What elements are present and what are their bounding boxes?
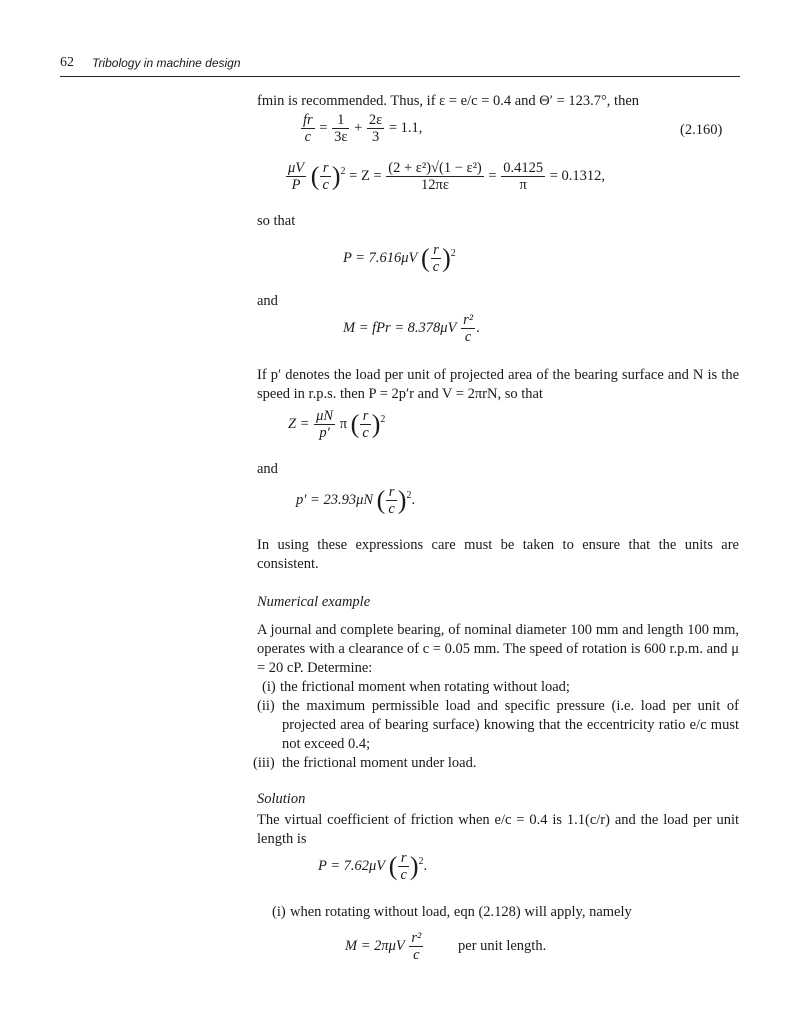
eq1-lhs-fraction: $\frac{fr}{c}$ [303,112,313,145]
page-header [60,55,740,75]
list-item-3: (iii) the frictional moment under load. [253,755,477,771]
and-text-1: and [257,293,278,309]
equation-moment: M = fPr = 8.378μV $\frac{\text{r²}}{c}$ . [343,312,480,345]
eq2-main-fraction: $\frac{\text{(2 + ε²)√(1 − ε²)}}{12\pi\varepsilon}$ [388,160,482,193]
and-text-2: and [257,461,278,477]
eq1-term1-fraction: $\frac{1}{3\varepsilon}$ [334,112,348,145]
equation-z-pressure: Z = $\frac{\mu N}{p'}$ π ( $\frac{r}{c}$ )$^2$ [288,408,386,441]
header-rule [60,76,740,77]
eq6-r-over-c: $\frac{r}{c}$ [388,484,395,517]
eq1-result: = 1.1, [388,119,423,136]
paragraph-example: A journal and complete bearing, of nominal diameter 100 mm and length 100 mm, operates with a clearance of c = 0.05 mm. The speed of rotation is 600 r.p.m. and μ = 20 cP. Determine: [257,622,739,676]
equation-z: $\frac{\mu V}{P}$ ( $\frac{r}{c}$ )$^2$ = Z = $\frac{\text{(2 + ε²)√(1 − ε²)}}{12\pi\varepsilon}$ = $\frac{0.4125}{\pi}$ = 0.1312, [288,160,606,193]
paragraph-p-prime: If p′ denotes the load per unit of projected area of the bearing surface and N is the speed in r.p.s. then P = 2p′r and V = 2πrN, so that [257,367,739,402]
eq7-r-over-c: $\frac{r}{c}$ [400,850,407,883]
eq2-mid: = Z = [349,167,382,184]
per-unit-length: per unit length. [458,937,547,954]
eq8-fraction: $\frac{\text{r²}}{c}$ [411,930,422,963]
heading-numerical-example: Numerical example [257,594,371,610]
equation-moment-no-load: M = 2πμV $\frac{\text{r²}}{c}$ per unit length. [345,930,547,963]
eq2-value-fraction: $\frac{0.4125}{\pi}$ [503,160,544,193]
solution-item-1: (i) when rotating without load, eqn (2.128) will apply, namely [272,904,632,920]
equation-load-per-unit: P = 7.62μV ( $\frac{r}{c}$ )$^2$. [318,850,428,883]
eq1-term2-fraction: $\frac{2\varepsilon}{3}$ [368,112,383,145]
paragraph-solution: The virtual coefficient of friction when e/c = 0.4 is 1.1(c/r) and the load per unit length is [257,812,739,847]
page-number: 62 [60,55,74,70]
equation-number: (2.160) [680,122,723,138]
equation-load: P = 7.616μV ( $\frac{r}{c}$ )$^2$ [343,242,456,275]
equation-specific-pressure: p′ = 23.93μN ( $\frac{r}{c}$ )$^2$. [296,484,416,517]
eq2-result: = 0.1312, [549,167,606,184]
eq3-r-over-c: $\frac{r}{c}$ [432,242,440,275]
eq5-fraction: $\frac{\mu N}{p'}$ [316,408,334,441]
eq2-lhs-fraction: $\frac{\mu V}{P}$ [288,160,305,193]
equation-2-160: $\frac{fr}{c}$ = $\frac{1}{3\varepsilon}$ + $\frac{2\varepsilon}{3}$ = 1.1, [303,112,423,145]
eq5-r-over-c: $\frac{r}{c}$ [362,408,369,441]
list-item-1: (i) the frictional moment when rotating without load; [262,679,570,695]
eq2-r-over-c: $\frac{r}{c}$ [322,160,329,193]
heading-solution: Solution [257,791,306,807]
running-title: Tribology in machine design [92,56,241,70]
so-that-text: so that [257,213,296,229]
list-item-2: (ii) the maximum permissible load and specific pressure (i.e. load per unit of projected area of bearing surface) knowing that the eccentricity ratio e/c must not exceed 0.4; [257,698,739,752]
eq4-fraction: $\frac{\text{r²}}{c}$ [463,312,474,345]
paragraph-units: In using these expressions care must be taken to ensure that the units are consistent. [257,537,739,572]
intro-line: fmin is recommended. Thus, if ε = e/c = 0.4 and Θ′ = 123.7°, then [257,93,640,109]
